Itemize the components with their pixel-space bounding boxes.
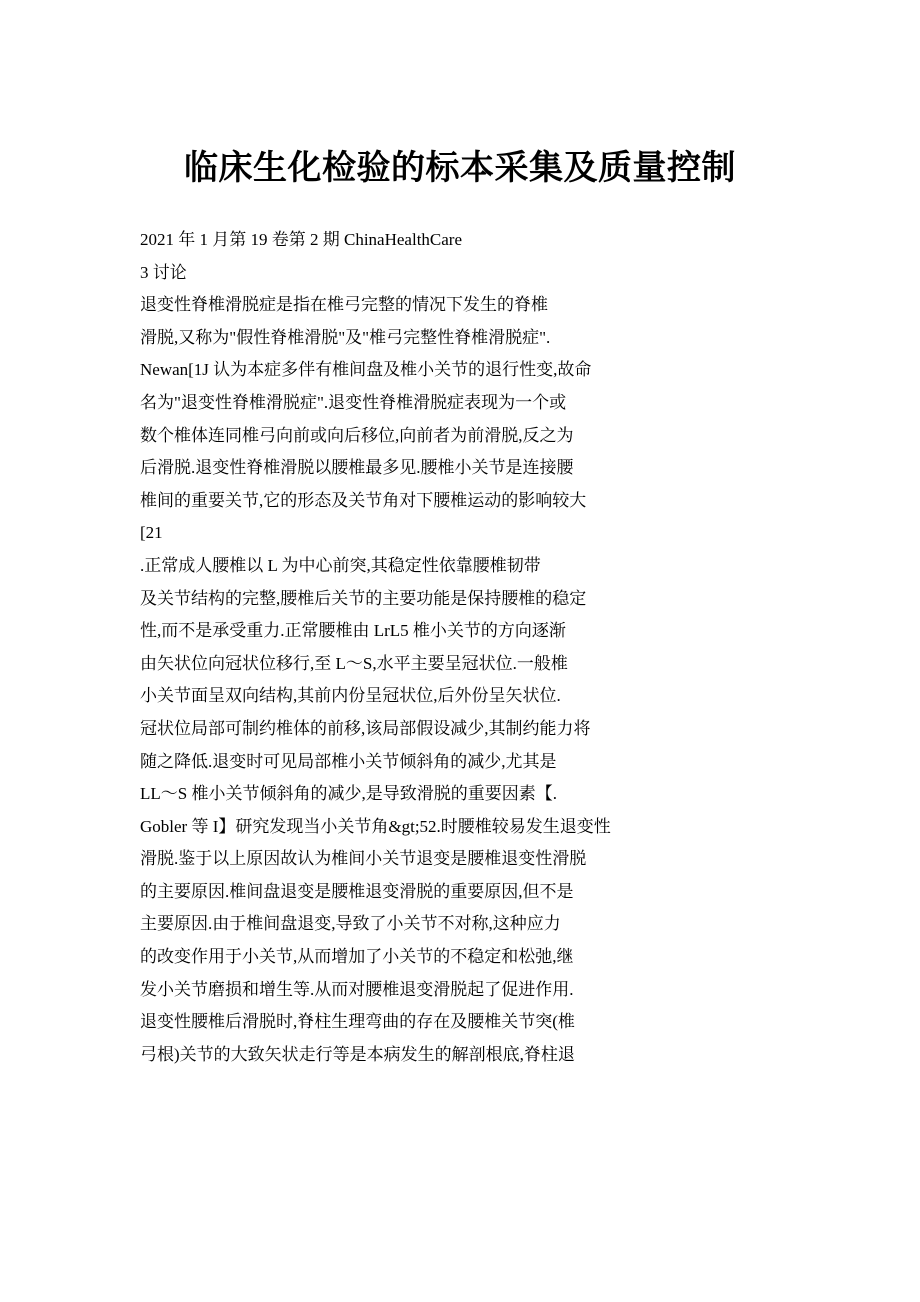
- text-line: 退变性脊椎滑脱症是指在椎弓完整的情况下发生的脊椎: [140, 295, 548, 315]
- text-line: 冠状位局部可制约椎体的前移,该局部假设减少,其制约能力将: [140, 718, 591, 738]
- document-body: [140, 224, 840, 1071]
- text-line: 3 讨论: [140, 262, 187, 282]
- text-line: 小关节面呈双向结构,其前内份呈冠状位,后外份呈矢状位.: [140, 686, 561, 706]
- text-line: Newan[1J 认为本症多伴有椎间盘及椎小关节的退行性变,故命: [140, 360, 592, 380]
- text-line: Gobler 等 I】研究发现当小关节角&gt;52.时腰椎较易发生退变性: [140, 816, 611, 836]
- text-line: 滑脱,又称为"假性脊椎滑脱"及"椎弓完整性脊椎滑脱症".: [140, 327, 551, 347]
- text-line: [21: [140, 523, 163, 543]
- text-line: 数个椎体连同椎弓向前或向后移位,向前者为前滑脱,反之为: [140, 425, 574, 445]
- text-line: 退变性腰椎后滑脱时,脊柱生理弯曲的存在及腰椎关节突(椎: [140, 1012, 575, 1032]
- document-title: 临床生化检验的标本采集及质量控制: [184, 148, 736, 188]
- text-line: 2021 年 1 月第 19 卷第 2 期 ChinaHealthCare: [140, 230, 463, 249]
- text-line: 椎间的重要关节,它的形态及关节角对下腰椎运动的影响较大: [140, 490, 587, 510]
- text-line: .正常成人腰椎以 L 为中心前突,其稳定性依靠腰椎韧带: [140, 555, 541, 575]
- text-line: 的主要原因.椎间盘退变是腰椎退变滑脱的重要原因,但不是: [140, 881, 574, 901]
- text-line: LL～S 椎小关节倾斜角的减少,是导致滑脱的重要因素【.: [140, 784, 557, 804]
- text-line: 后滑脱.退变性脊椎滑脱以腰椎最多见.腰椎小关节是连接腰: [140, 458, 574, 478]
- text-line: 弓根)关节的大致矢状走行等是本病发生的解剖根底,脊柱退: [140, 1044, 575, 1064]
- text-line: 滑脱.鉴于以上原因故认为椎间小关节退变是腰椎退变性滑脱: [140, 849, 587, 869]
- text-line: 性,而不是承受重力.正常腰椎由 LrL5 椎小关节的方向逐渐: [140, 621, 566, 641]
- text-line: 主要原因.由于椎间盘退变,导致了小关节不对称,这种应力: [140, 914, 561, 934]
- text-line: 名为"退变性脊椎滑脱症".退变性脊椎滑脱症表现为一个或: [140, 392, 567, 412]
- text-line: 的改变作用于小关节,从而增加了小关节的不稳定和松弛,继: [140, 947, 574, 967]
- text-line: 发小关节磨损和增生等.从而对腰椎退变滑脱起了促进作用.: [140, 979, 574, 999]
- text-line: 随之降低.退变时可见局部椎小关节倾斜角的减少,尤其是: [140, 751, 557, 771]
- text-line: 及关节结构的完整,腰椎后关节的主要功能是保持腰椎的稳定: [140, 588, 587, 608]
- text-line: 由矢状位向冠状位移行,至 L～S,水平主要呈冠状位.一般椎: [140, 653, 568, 673]
